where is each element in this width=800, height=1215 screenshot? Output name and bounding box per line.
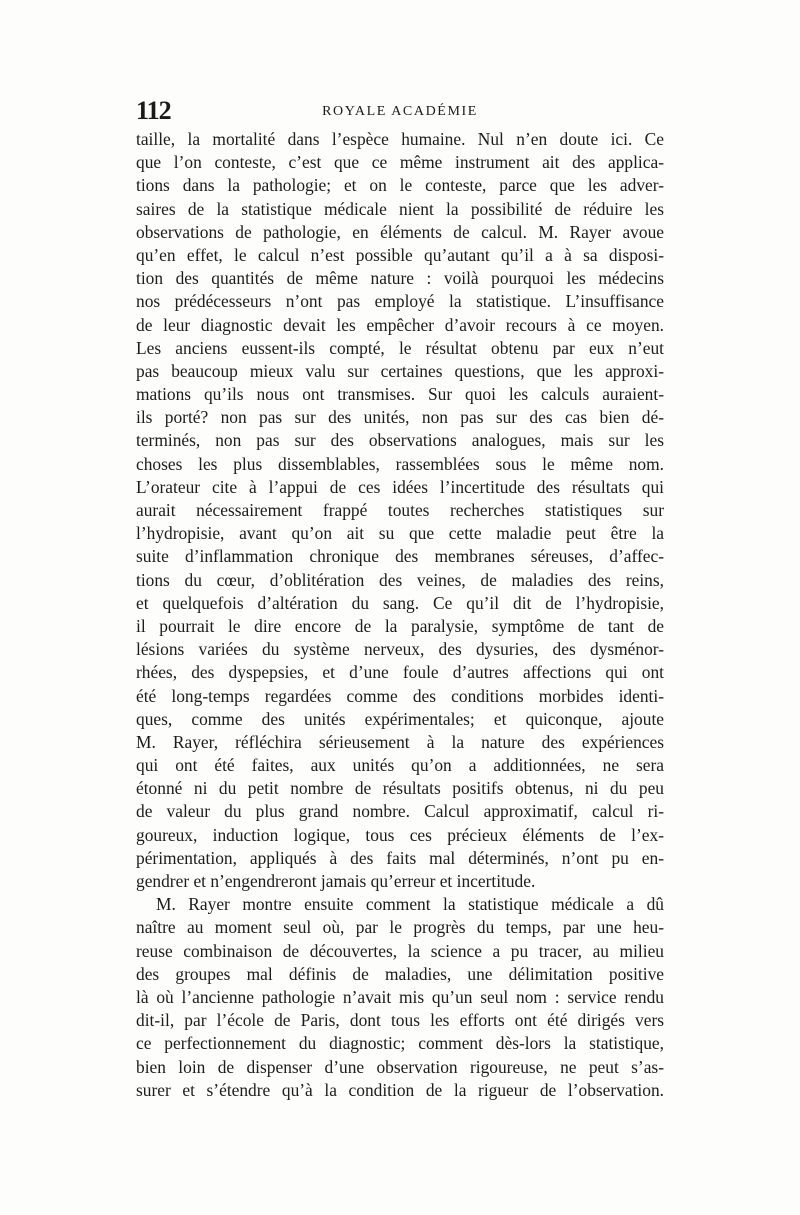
text-line: il pourrait le dire encore de la paralysie, symptôme de tant de: [136, 615, 664, 636]
text-line: reuse combinaison de découvertes, la science a pu tracer, au milieu: [136, 940, 664, 961]
text-line: pas beaucoup mieux valu sur certaines questions, que les approxi-: [136, 360, 664, 381]
text-line: tions du cœur, d’oblitération des veines, de maladies des reins,: [136, 569, 664, 590]
text-line: Les anciens eussent-ils compté, le résultat obtenu par eux n’eut: [136, 337, 664, 358]
text-line: de leur diagnostic devait les empêcher d’avoir recours à ce moyen.: [136, 314, 664, 335]
body-text: [136, 128, 664, 1102]
text-line: l’hydropisie, avant qu’on ait su que cette maladie peut être la: [136, 523, 664, 544]
text-line: naître au moment seul où, par le progrès du temps, par une heu-: [136, 917, 664, 938]
text-line: surer et s’étendre qu’à la condition de la rigueur de l’observation.: [136, 1079, 664, 1100]
text-line: observations de pathologie, en éléments de calcul. M. Rayer avoue: [136, 221, 664, 242]
text-line: ques, comme des unités expérimentales; et quiconque, ajoute: [136, 708, 664, 729]
text-line: gendrer et n’engendreront jamais qu’erreur et incertitude.: [136, 871, 536, 891]
text-line: terminés, non pas sur des observations analogues, mais sur les: [136, 430, 664, 451]
text-line: taille, la mortalité dans l’espèce humaine. Nul n’en doute ici. Ce: [136, 129, 664, 149]
text-line: étonné ni du petit nombre de résultats positifs obtenus, ni du peu: [136, 778, 664, 799]
text-line: mations qu’ils nous ont transmises. Sur quoi les calculs auraient-: [136, 384, 664, 405]
text-line: goureux, induction logique, tous ces précieux éléments de l’ex-: [136, 824, 664, 845]
text-line: bien loin de dispenser d’une observation rigoureuse, ne peut s’as-: [136, 1056, 664, 1077]
text-line: que l’on conteste, c’est que ce même instrument ait des applica-: [136, 152, 664, 173]
text-line: lésions variées du système nerveux, des dysuries, des dysménor-: [136, 639, 664, 660]
text-line: saires de la statistique médicale nient la possibilité de réduire les: [136, 198, 664, 219]
text-line: été long-temps regardées comme des conditions morbides identi-: [136, 685, 664, 706]
text-line: des groupes mal définis de maladies, une délimitation positive: [136, 963, 664, 984]
page-number: 112: [136, 96, 171, 125]
text-line: qu’en effet, le calcul n’est possible qu’autant qu’il a à sa disposi-: [136, 244, 664, 265]
text-line: L’orateur cite à l’appui de ces idées l’incertitude des résultats qui: [136, 476, 664, 497]
text-line: périmentation, appliqués à des faits mal déterminés, n’ont pu en-: [136, 847, 664, 868]
text-line: choses les plus dissemblables, rassemblées sous le même nom.: [136, 453, 664, 474]
text-line: rhées, des dyspepsies, et d’une foule d’autres affections qui ont: [136, 662, 664, 683]
text-line: nos prédécesseurs n’ont pas employé la statistique. L’insuffisance: [136, 291, 664, 312]
text-line: M. Rayer, réfléchira sérieusement à la nature des expériences: [136, 731, 664, 752]
text-line: M. Rayer montre ensuite comment la statistique médicale a dû: [156, 894, 664, 915]
text-line: qui ont été faites, aux unités qu’on a additionnées, ne sera: [136, 755, 664, 776]
page-header: [136, 96, 664, 126]
text-line: ce perfectionnement du diagnostic; comment dès-lors la statistique,: [136, 1033, 664, 1054]
text-line: tions dans la pathologie; et on le conteste, parce que les adver-: [136, 175, 664, 196]
text-line: et quelquefois d’altération du sang. Ce qu’il dit de l’hydropisie,: [136, 592, 664, 613]
text-line: de valeur du plus grand nombre. Calcul approximatif, calcul ri-: [136, 801, 664, 822]
text-line: ils porté? non pas sur des unités, non pas sur des cas bien dé-: [136, 407, 664, 428]
text-line: dit-il, par l’école de Paris, dont tous les efforts ont été dirigés vers: [136, 1010, 664, 1031]
text-line: aurait nécessairement frappé toutes recherches statistiques sur: [136, 500, 664, 520]
text-line: suite d’inflammation chronique des membranes séreuses, d’affec-: [136, 546, 664, 567]
text-line: là où l’ancienne pathologie n’avait mis qu’un seul nom : service rendu: [136, 986, 664, 1007]
running-head: ROYALE ACADÉMIE: [322, 104, 478, 119]
text-line: tion des quantités de même nature : voilà pourquoi les médecins: [136, 268, 664, 289]
